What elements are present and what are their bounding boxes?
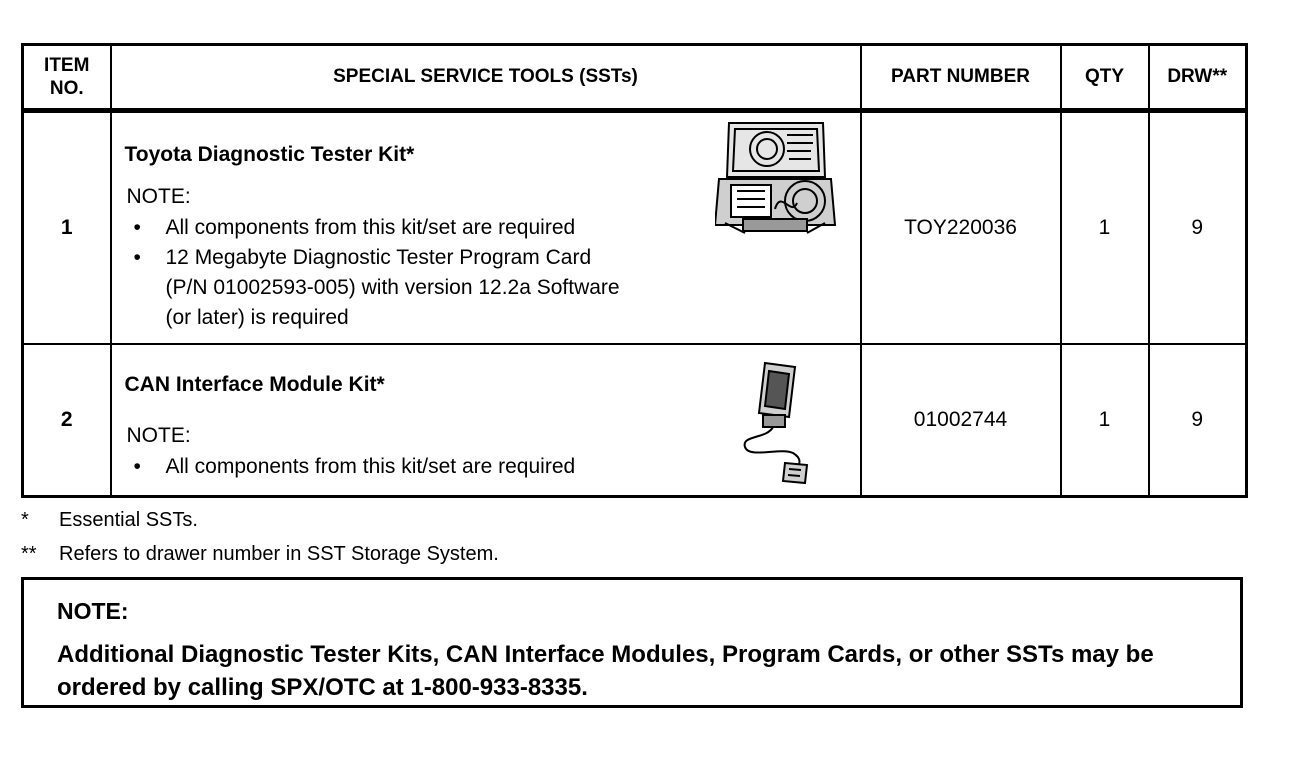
note-label: NOTE:: [126, 185, 191, 208]
footnote-text: Essential SSTs.: [59, 509, 198, 531]
qty: 1: [1061, 111, 1149, 345]
note-bullet: • All components from this kit/set are required: [134, 452, 576, 482]
note-bullets: [134, 213, 620, 333]
table-header-row: [23, 45, 1247, 111]
note-bullets: [134, 452, 576, 482]
header-drw: DRW**: [1149, 45, 1247, 111]
footnote-essential: [21, 509, 198, 532]
item-number: 1: [23, 111, 111, 345]
sst-table: [21, 43, 1248, 498]
header-item-no: [23, 45, 111, 111]
footnote-drawer: [21, 543, 499, 566]
table-row: [23, 344, 1247, 497]
header-item-no-line2: NO.: [49, 78, 84, 99]
tool-description: [111, 111, 861, 345]
footnote-symbol: **: [21, 543, 37, 565]
note-box-title: NOTE:: [57, 598, 129, 624]
can-interface-module-icon: [737, 359, 817, 489]
note-box: [21, 577, 1243, 708]
header-tools: SPECIAL SERVICE TOOLS (SSTs): [111, 45, 861, 111]
diagnostic-tester-kit-icon: [715, 119, 837, 237]
tool-title: Toyota Diagnostic Tester Kit*: [124, 143, 415, 166]
tool-title: CAN Interface Module Kit*: [124, 373, 385, 396]
item-number: 2: [23, 344, 111, 497]
table-row: [23, 111, 1247, 345]
qty: 1: [1061, 344, 1149, 497]
note-label: NOTE:: [126, 424, 191, 447]
header-part-number: PART NUMBER: [861, 45, 1061, 111]
tool-description: [111, 344, 861, 497]
note-box-text: Additional Diagnostic Tester Kits, CAN Interface Modules, Program Cards, or other SSTs may be ordered by calling SPX/OTC at 1-800-933-8335.: [57, 641, 1154, 701]
header-item-no-line1: ITEM: [44, 55, 90, 76]
note-bullet: • 12 Megabyte Diagnostic Tester Program Card (P/N 01002593-005) with version 12.2a Software (or later) is required: [134, 243, 620, 333]
part-number: TOY220036: [861, 111, 1061, 345]
footnote-symbol: *: [21, 509, 29, 531]
header-qty: QTY: [1061, 45, 1149, 111]
drw: 9: [1149, 344, 1247, 497]
drw: 9: [1149, 111, 1247, 345]
footnote-text: Refers to drawer number in SST Storage System.: [59, 543, 499, 565]
part-number: 01002744: [861, 344, 1061, 497]
note-bullet: • All components from this kit/set are required: [134, 213, 620, 243]
